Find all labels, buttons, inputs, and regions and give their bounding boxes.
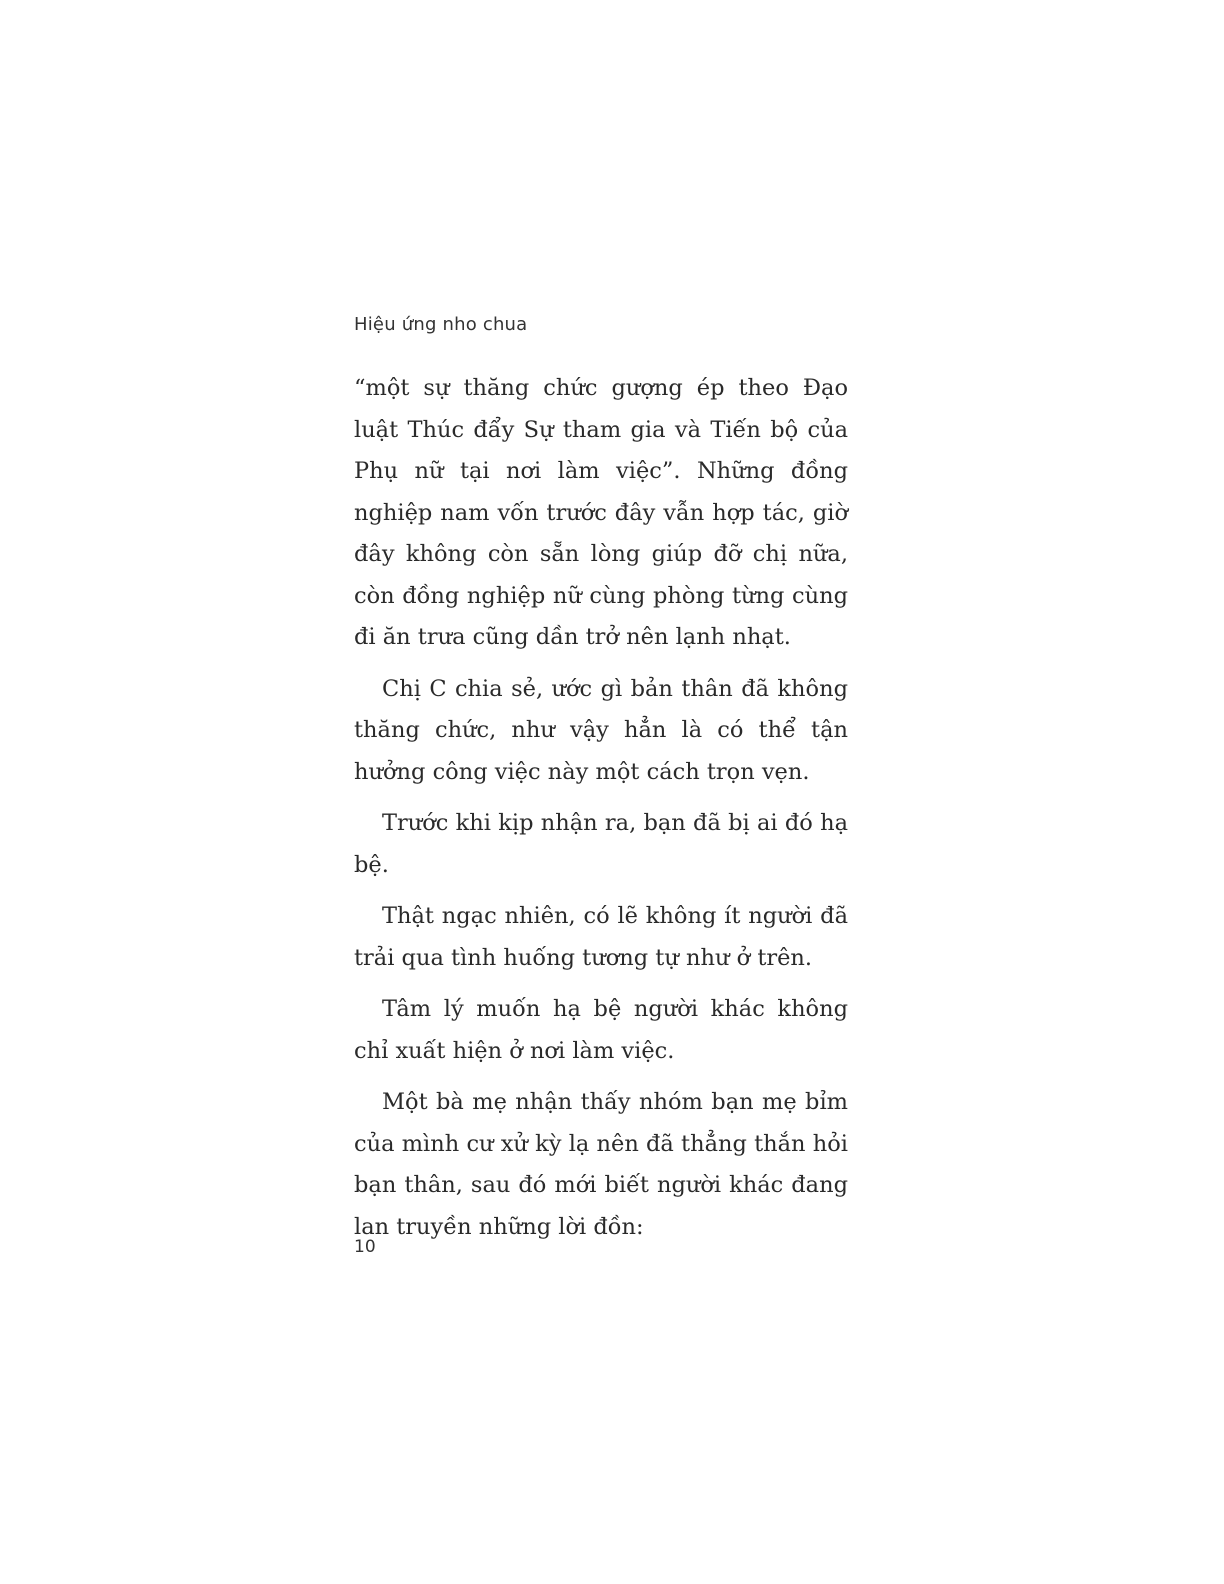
paragraph-5: Tâm lý muốn hạ bệ người khác không chỉ xuất hiện ở nơi làm việc.	[354, 996, 848, 1064]
paragraph-6: Một bà mẹ nhận thấy nhóm bạn mẹ bỉm của mình cư xử kỳ lạ nên đã thẳng thắn hỏi bạn thân, sau đó mới biết người khác đang lan truyền những lời đồn:	[354, 1089, 848, 1240]
paragraph-3: Trước khi kịp nhận ra, bạn đã bị ai đó hạ bệ.	[354, 810, 848, 878]
page-content	[354, 312, 848, 1258]
running-header: Hiệu ứng nho chua	[354, 314, 528, 335]
paragraph-1: “một sự thăng chức gượng ép theo Đạo luật Thúc đẩy Sự tham gia và Tiến bộ của Phụ nữ tại nơi làm việc”. Những đồng nghiệp nam vốn trước đây vẫn hợp tác, giờ đây không còn sẵn lòng giúp đỡ chị nữa, còn đồng nghiệp nữ cùng phòng từng cùng đi ăn trưa cũng dần trở nên lạnh nhạt.	[354, 375, 848, 650]
body-text	[354, 368, 848, 1248]
page-number: 10	[354, 1237, 376, 1257]
paragraph-4: Thật ngạc nhiên, có lẽ không ít người đã trải qua tình huống tương tự như ở trên.	[354, 903, 848, 971]
paragraph-2: Chị C chia sẻ, ước gì bản thân đã không thăng chức, như vậy hẳn là có thể tận hưởng công việc này một cách trọn vẹn.	[354, 675, 848, 785]
